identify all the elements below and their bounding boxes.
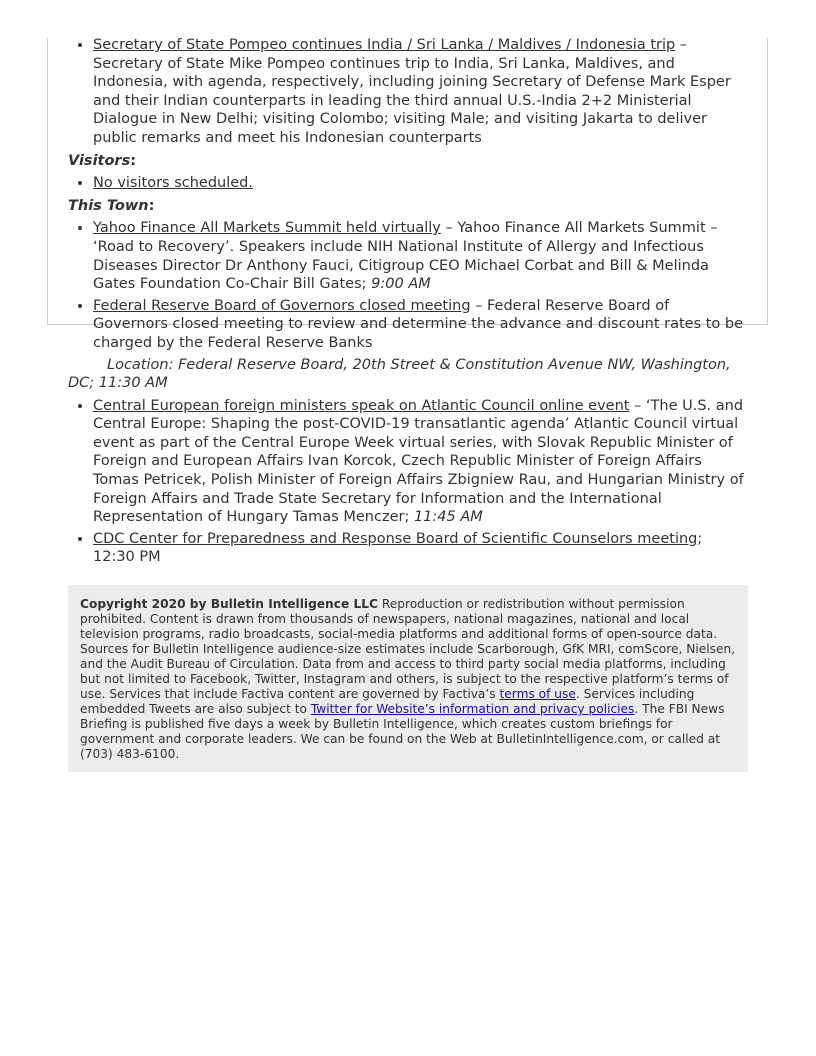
yahoo-summit-link[interactable]: Yahoo Finance All Markets Summit held virtually (93, 220, 441, 237)
list-item: • Secretary of State Pompeo continues India / Sri Lanka / Maldives / Indonesia trip – Secretary of State Mike Pompeo continues trip to India, Sri Lanka, Maldives, and Indonesia, with agenda, respectively, including joining Secretary of Defense Mark Esper and their Indian counterparts in leading the third annual U.S.-India 2+2 Ministerial Dialogue in New Delhi; visiting Colombo; visiting Male; and visiting Jakarta to deliver public remarks and meet his Indonesian counterparts (93, 36, 748, 148)
event-time: 11:45 AM (413, 509, 483, 526)
this-town-list (68, 219, 748, 352)
list-item (93, 174, 748, 193)
atlantic-council-link[interactable]: Central European foreign ministers speak on Atlantic Council online event (93, 397, 630, 414)
briefing-content (68, 36, 748, 570)
this-town-heading: This Town: (68, 197, 155, 214)
copyright-footer: Copyright 2020 by Bulletin Intelligence LLC Reproduction or redistribution without permission prohibited. Content is drawn from thousands of newspapers, national magazines, national and local television programs, radio broadcasts, social-media platforms and additional forms of open-source data. Sources for Bulletin Intelligence audience-size estimates include Scarborough, GfK MRI, comScore, Nielsen, and the Audit Bureau of Circulation. Data from and access to third party social media platforms, including but not limited to Facebook, Twitter, Instagram and others, is subject to the respective platform’s terms of use. Services that include Factiva content are governed by Factiva’s terms of use. Services including embedded Tweets are also subject to Twitter for Website’s information and privacy policies. The FBI News Briefing is published five days a week by Bulletin Intelligence, which creates custom briefings for government and corporate leaders. We can be found on the Web at BulletinIntelligence.com, or called at (703) 483-6100. (68, 585, 748, 772)
fed-reserve-link[interactable]: Federal Reserve Board of Governors closed meeting (93, 297, 471, 314)
list-item: • Federal Reserve Board of Governors closed meeting – Federal Reserve Board of Governors closed meeting to review and determine the advance and discount rates to be charged by the Federal Reserve Banks (93, 297, 748, 353)
pompeo-trip-link[interactable]: Secretary of State Pompeo continues India / Sri Lanka / Maldives / Indonesia trip (93, 37, 676, 53)
visitors-list (68, 174, 748, 193)
list-item: • CDC Center for Preparedness and Response Board of Scientific Counselors meeting; 12:30 PM (93, 530, 748, 567)
copyright-notice: Copyright 2020 by Bulletin Intelligence LLC (80, 597, 378, 611)
cdc-board-link[interactable]: CDC Center for Preparedness and Response Board of Scientific Counselors meeting (93, 530, 698, 547)
event-location: Location: Federal Reserve Board, 20th Street & Constitution Avenue NW, Washington, DC; 11:30 AM (68, 356, 731, 392)
schedule-list-top (68, 36, 748, 148)
this-town-list-2 (68, 397, 748, 567)
event-time: 9:00 AM (371, 276, 431, 293)
list-item: • Central European foreign ministers speak on Atlantic Council online event – ‘The U.S. and Central Europe: Shaping the post-COVID-19 transatlantic agenda’ Atlantic Council virtual event as part of the Central Europe Week virtual series, with Slovak Republic Minister of Foreign and European Affairs Ivan Korcok, Czech Republic Minister of Foreign Affairs Tomas Petricek, Polish Minister of Foreign Affairs Zbigniew Rau, and Hungarian Ministry of Foreign Affairs and Trade State Secretary for Information and the International Representation of Hungary Tamas Menczer; 11:45 AM (93, 397, 748, 527)
visitors-heading: Visitors: (68, 152, 137, 169)
no-visitors-link[interactable]: No visitors scheduled. (93, 175, 253, 192)
list-item: • Yahoo Finance All Markets Summit held virtually – Yahoo Finance All Markets Summit – ‘Road to Recovery’. Speakers include NIH National Institute of Allergy and Infectious Diseases Director Dr Anthony Fauci, Citigroup CEO Michael Corbat and Bill & Melinda Gates Foundation Co-Chair Bill Gates; 9:00 AM (93, 219, 748, 293)
twitter-privacy-link[interactable]: Twitter for Website’s information and privacy policies (310, 702, 635, 716)
terms-of-use-link[interactable]: terms of use (499, 687, 576, 701)
